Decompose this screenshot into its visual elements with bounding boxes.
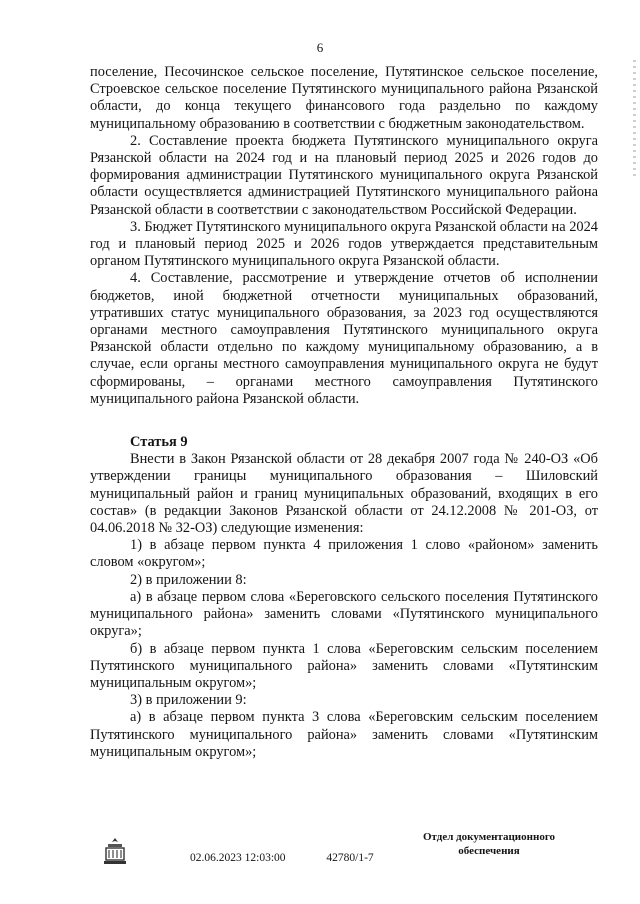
paragraph-4: 4. Составление, рассмотрение и утверждение отчетов об исполнении бюджетов, иной бюджетной отчетности муниципальных образований, утративших статус муниципального образования, за 2023 год осуществляются органами местного самоуправления Путятинского муниципального округа Рязанской области отдельно по каждому муниципальному образованию, а в случае, если органы местного самоуправления муниципального округа не будут сформированы, – органами местного самоуправления Путятинского муниципального района Рязанской области. [90, 270, 598, 407]
document-body [90, 64, 598, 761]
stamp-line-2: обеспечения [458, 845, 520, 857]
page-number: 6 [316, 40, 324, 55]
coat-of-arms-icon [100, 836, 130, 866]
article-item-2a: а) в абзаце первом слова «Береговского сельского поселения Путятинского муниципального района» заменить словами «Путятинского муниципального округа»; [90, 588, 598, 640]
paragraph-continuation: поселение, Песочинское сельское поселение, Путятинское сельское поселение, Строевское сельское поселение Путятинского муниципального района Рязанской области, до конца текущего финансового года раздельно по каждому муниципальному образованию в соответствии с бюджетным законодательством. [90, 64, 598, 132]
stamp-line-1: Отдел документационного [422, 831, 556, 843]
article-item-2b: б) в абзаце первом пункта 1 слова «Береговским сельским поселением Путятинского муниципального района» заменить словами «Путятинским муниципальным округом»; [90, 640, 598, 691]
article-item-3a: а) в абзаце первом пункта 3 слова «Береговским сельским поселением Путятинского муниципального района» заменить словами «Путятинским муниципальным округом»; [90, 709, 598, 760]
footer-meta [190, 852, 412, 864]
article-item-3: 3) в приложении 9: [130, 692, 247, 709]
article-item-2: 2) в приложении 8: [130, 571, 247, 588]
article-title: Статья 9 [130, 434, 188, 451]
article-item-1: 1) в абзаце первом пункта 4 приложения 1 слово «районом» заменить словом «округом»; [90, 537, 598, 571]
article-intro: Внести в Закон Рязанской области от 28 декабря 2007 года № 240-ОЗ «Об утверждении границы муниципального образования – Шиловский муниципальный район и границ муниципальных образований, входящих в его состав» (в редакции Законов Рязанской области от 24.12.2008 № 201-ОЗ, от 04.06.2018 № 32-ОЗ) следующие изменения: [90, 451, 598, 537]
footer-doc-number: 42780/1-7 [326, 852, 374, 864]
paragraph-2: 2. Составление проекта бюджета Путятинского муниципального округа Рязанской области на 2024 год и на плановый период 2025 и 2026 годов до формирования администрации Путятинского муниципального округа Рязанской области осуществляется администрацией Путятинского муниципального района Рязанской области в соответствии с законодательством Российской Федерации. [90, 132, 598, 218]
department-stamp [404, 830, 574, 858]
footer-timestamp: 02.06.2023 12:03:00 [190, 852, 286, 864]
margin-scan-mark [633, 60, 636, 180]
paragraph-3: 3. Бюджет Путятинского муниципального округа Рязанской области на 2024 год и плановый период 2025 и 2026 годов утверждается представительным органом Путятинского муниципального округа Рязанской области. [90, 218, 598, 270]
